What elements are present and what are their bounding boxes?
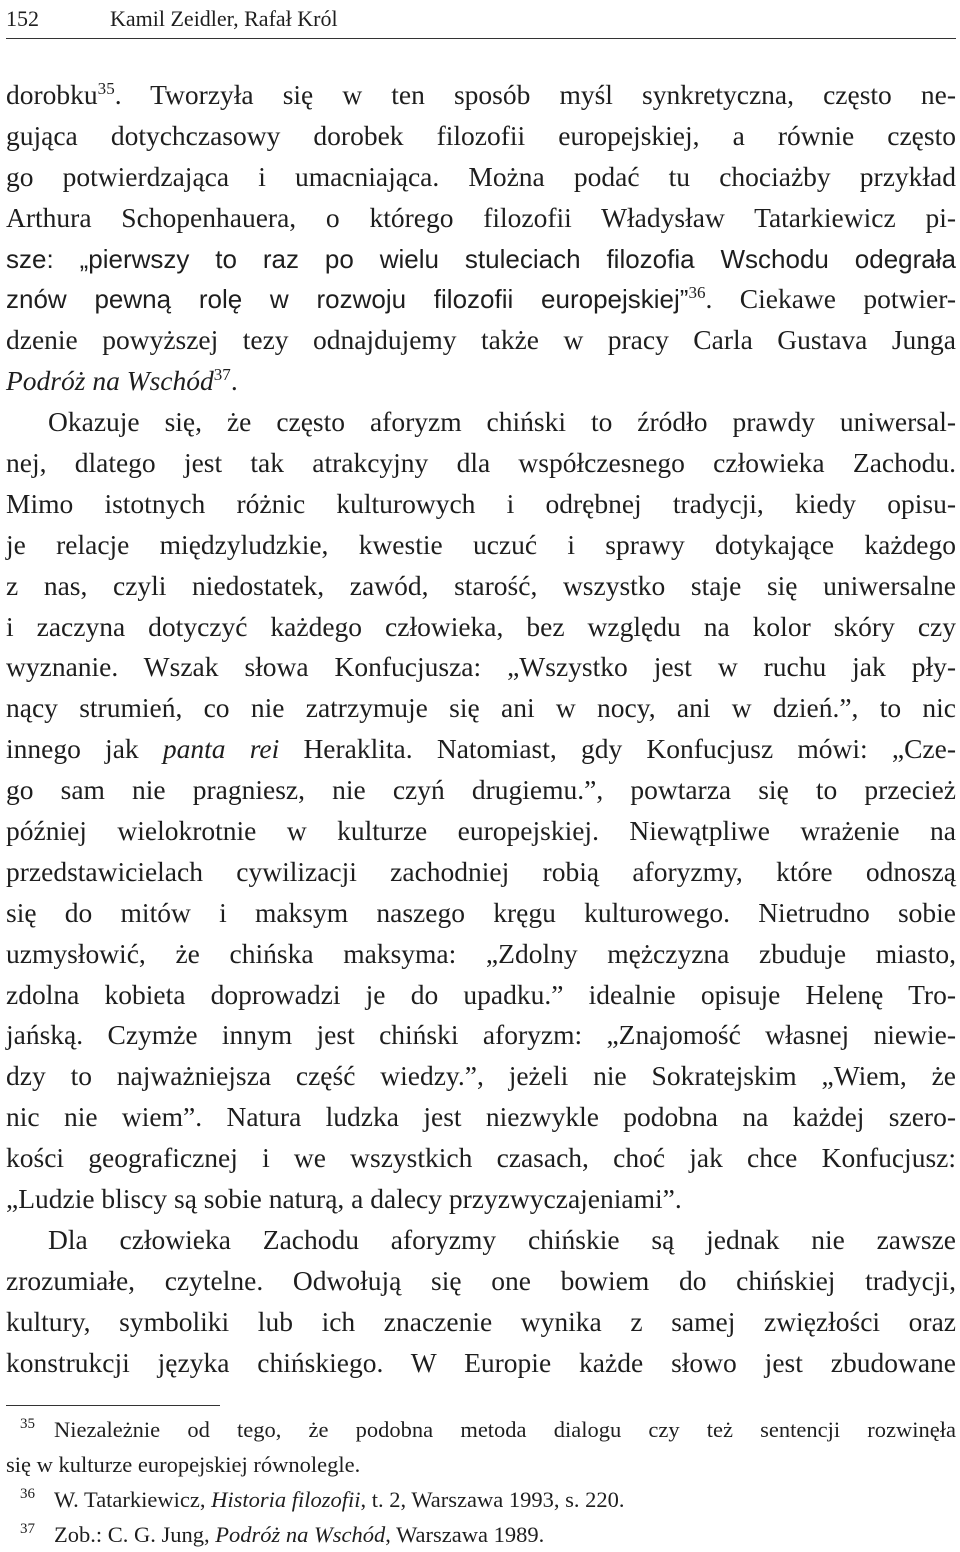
page-header (6, 4, 956, 34)
footnote-36: 36 W. Tatarkiewicz, Historia filozofii, t. 2, Warszawa 1993, s. 220. (20, 1486, 625, 1512)
paragraph-start: Dla człowieka Zachodu aforyzmy chińskie są jednak nie zawsze (48, 1223, 956, 1255)
text-line: i zaczyna dotyczyć każdego człowieka, bez względu na kolor skóry czy (6, 610, 956, 642)
text-line: Mimo istotnych różnic kulturowych i odrębnej tradycji, kiedy opisu- (6, 487, 956, 519)
latin-phrase: panta rei (162, 733, 280, 765)
text-line: Podróż na Wschód$^{37}$. (6, 365, 238, 397)
text-line: Arthura Schopenhauera, o którego filozofii Władysław Tatarkiewicz pi- (6, 201, 956, 233)
footnote-35: 35 Niezależnie od tego, że podobna metoda dialogu czy też sentencji rozwinęła (20, 1416, 956, 1442)
text-line: zrozumiałe, czytelne. Odwołują się one bowiem do chińskiej tradycji, (6, 1264, 956, 1296)
text-line: „Ludzie bliscy są sobie naturą, a dalecy przyzwyczajeniami”. (6, 1183, 682, 1215)
text-line: później wielokrotnie w kulturze europejskiej. Niewątpliwe wrażenie na (6, 815, 956, 847)
text-line: je relacje międzyludzkie, kwestie uczuć i sprawy dotykające każdego (6, 528, 956, 560)
footnote-rule (6, 1405, 220, 1406)
quote-text: znów pewną rolę w rozwoju filozofii europejskiej” (6, 284, 689, 315)
page-number: 152 (6, 6, 39, 31)
text-line: wyznanie. Wszak słowa Konfucjusza: „Wszystko jest w ruchu jak pły- (6, 651, 956, 683)
text-line: gująca dotychczasowy dorobek filozofii europejskiej, a równie często (6, 119, 956, 151)
text-line: dorobku$^{35}$. Tworzyła się w ten sposób myśl synkretyczna, często ne- (6, 78, 956, 110)
text-line: kości geograficznej i we wszystkich czasach, choć jak chce Konfucjusz: (6, 1142, 956, 1174)
running-head: Kamil Zeidler, Rafał Król (110, 6, 338, 31)
text-line: uzmysłowić, że chińska maksyma: „Zdolny mężczyzna zbuduje miasto, (6, 937, 956, 969)
text-line: jańską. Czymże innym jest chiński aforyzm: „Znajomość własnej niewie- (6, 1019, 956, 1051)
body-text (6, 75, 956, 1384)
text-line: z nas, czyli niedostatek, zawód, starość, wszystko staje się uniwersalne (6, 569, 956, 601)
footnote-35-cont: się w kulturze europejskiej równolegle. (6, 1452, 361, 1477)
footnote-ref-35[interactable]: 35 (97, 78, 115, 98)
text-line: konstrukcji języka chińskiego. W Europie każde słowo jest zbudowane (6, 1346, 956, 1378)
footnote-ref-37[interactable]: 37 (213, 365, 231, 385)
footnote-ref-36[interactable]: 36 (688, 283, 706, 303)
footnotes (6, 1412, 956, 1552)
quote-line: sze: „pierwszy to raz po wielu stuleciach filozofia Wschodu odegrała (6, 243, 956, 274)
text-line: dzy to najważniejsza część wiedzy.”, jeżeli nie Sokratejskim „Wiem, że (6, 1060, 956, 1092)
text-line: nic nie wiem”. Natura ludzka jest niezwykle podobna na każdej szero- (6, 1101, 956, 1133)
text-line: go sam nie pragniesz, nie czyń drugiemu.”, powtarza się to przecież (6, 774, 956, 806)
text-line: nej, dlatego jest tak atrakcyjny dla współczesnego człowieka Zachodu. (6, 447, 956, 479)
book-title: Podróż na Wschód (6, 365, 214, 397)
paragraph-start: Okazuje się, że często aforyzm chiński to źródło prawdy uniwersal- (48, 406, 956, 438)
text-line: kultury, symboliki lub ich znaczenie wynika z samej zwięzłości oraz (6, 1305, 956, 1337)
text-line: zdolna kobieta doprowadzi je do upadku.” idealnie opisuje Helenę Tro- (6, 978, 956, 1010)
header-rule (6, 38, 956, 39)
text-line: innego jak panta rei Heraklita. Natomiast, gdy Konfucjusz mówi: „Cze- (6, 733, 956, 765)
text-line: przedstawicielach cywilizacji zachodniej robią aforyzmy, które odnoszą (6, 855, 956, 887)
text-line: nący strumień, co nie zatrzymuje się ani w nocy, ani w dzień.”, to nic (6, 692, 956, 724)
text-line: znów pewną rolę w rozwoju filozofii europejskiej”$^{36}$. Ciekawe potwier- (6, 283, 956, 315)
text-line: się do mitów i maksym naszego kręgu kulturowego. Nietrudno sobie (6, 896, 956, 928)
text-line: go potwierdzająca i umacniająca. Można podać tu chociażby przykład (6, 160, 956, 192)
text-line: dzenie powyższej tezy odnajdujemy także w pracy Carla Gustava Junga (6, 324, 956, 356)
footnote-37: 37 Zob.: C. G. Jung, Podróż na Wschód, Warszawa 1989. (20, 1521, 545, 1547)
